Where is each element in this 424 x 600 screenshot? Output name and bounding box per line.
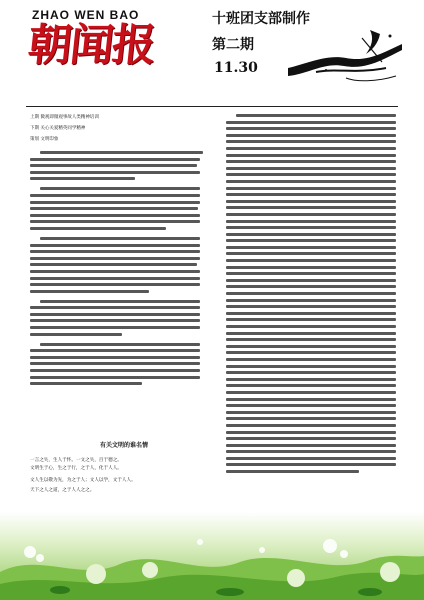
masthead-rule [26, 106, 398, 107]
editor-caption: 策划 文明印象 [30, 137, 59, 142]
masthead-title: 朝闻报 [25, 20, 157, 71]
poem-line: 文人生以敬为先，为之于人；文人以学，文于人人。 [30, 478, 136, 483]
masthead-issue: 第二期 [212, 37, 254, 53]
left-article-body [30, 151, 200, 385]
masthead-latin-name: ZHAO WEN BAO [32, 8, 140, 22]
right-article-body [226, 114, 396, 473]
masthead-date: 11.30 [214, 60, 258, 76]
decorative-footer-band [0, 512, 424, 600]
masthead-organizer: 十班团支部制作 [212, 11, 310, 27]
poem-line: 天下之人之道，之于人人之之。 [30, 488, 95, 493]
ink-painting-illustration [286, 24, 404, 86]
poem-line: 一言之失，生人于怀。一文之失，百于德之。 [30, 458, 122, 463]
next-issue-caption: 下期 关心关爱精英同学精神 [30, 126, 86, 131]
poem-title: 有关文明的谁名情 [100, 442, 149, 449]
left-column [30, 114, 200, 389]
right-column [226, 114, 396, 477]
poem-line: 文明生于心，生之于行，之于人，化于人人。 [30, 466, 122, 471]
previous-issue-caption: 上期 微观即微观事故人类精神培训 [30, 115, 99, 120]
